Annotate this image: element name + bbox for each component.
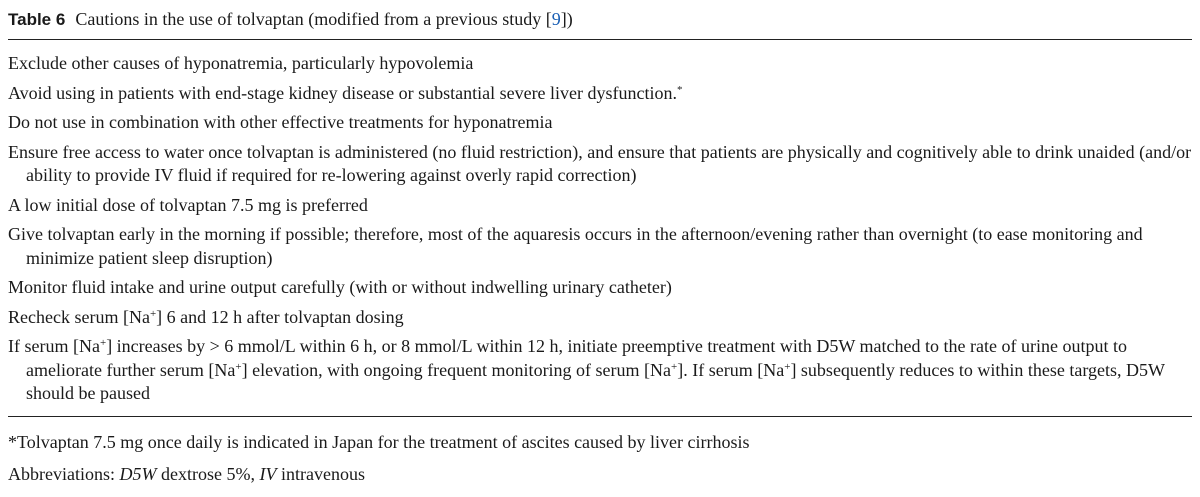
table-row bbox=[8, 82, 1192, 106]
abbreviation-definition: dextrose 5%, bbox=[156, 464, 260, 484]
abbreviation-term: D5W bbox=[119, 464, 157, 484]
table-row bbox=[8, 194, 1192, 218]
row-text: Recheck serum [Na bbox=[8, 306, 150, 327]
abbreviations-label: Abbreviations: bbox=[8, 464, 120, 484]
row-text: A low initial dose of tolvaptan 7.5 mg is preferred bbox=[8, 194, 368, 215]
caption-text-end: ]) bbox=[560, 9, 573, 29]
table-row bbox=[8, 276, 1192, 300]
row-text: ] subsequently reduces to within these targets, D5W should be paused bbox=[26, 359, 1165, 403]
table-row bbox=[8, 52, 1192, 76]
table-body bbox=[8, 40, 1192, 416]
footnote-mark: * bbox=[677, 83, 683, 96]
table-row bbox=[8, 335, 1192, 406]
row-text: Exclude other causes of hyponatremia, particularly hypovolemia bbox=[8, 53, 474, 73]
row-text: ] increases by > 6 mmol/L within 6 h, or 8 mmol/L within 12 h, initiate preemptive treatment with D5W matched to the rate of urine output to ameliorate further serum [Na bbox=[26, 336, 1127, 380]
footnote-mark: * bbox=[8, 431, 17, 452]
table-caption bbox=[8, 8, 1192, 34]
table-row bbox=[8, 141, 1192, 188]
superscript: + bbox=[671, 360, 678, 373]
superscript: + bbox=[149, 307, 157, 320]
row-text: Give tolvaptan early in the morning if possible; therefore, most of the aquaresis occurs in the afternoon/evening rather than overnight (to ease monitoring and minimize patient sleep disruption) bbox=[8, 224, 1143, 268]
caption-text: Cautions in the use of tolvaptan (modified from a previous study [ bbox=[75, 9, 552, 29]
superscript: + bbox=[235, 360, 242, 373]
table-row bbox=[8, 111, 1192, 135]
superscript: + bbox=[99, 337, 107, 349]
abbreviations bbox=[8, 463, 1192, 487]
footnote bbox=[8, 431, 1192, 455]
row-text: Avoid using in patients with end-stage kidney disease or substantial severe liver dysfunction. bbox=[8, 82, 678, 103]
row-text: Do not use in combination with other effective treatments for hyponatremia bbox=[8, 112, 553, 132]
row-text: Ensure free access to water once tolvaptan is administered (no fluid restriction), and ensure that patients are physically and cognitively able to drink unaided (and/or ability to provide IV fluid if required for re-lowering against overly rapid correction) bbox=[8, 141, 1192, 185]
table-row bbox=[8, 306, 1192, 330]
abbreviation-term: IV bbox=[259, 464, 277, 484]
table-row bbox=[8, 223, 1192, 270]
row-text: ] 6 and 12 h after tolvaptan dosing bbox=[156, 306, 404, 327]
row-text: ] elevation, with ongoing frequent monitoring of serum [Na bbox=[241, 359, 672, 380]
table bbox=[8, 8, 1192, 496]
row-text: Monitor fluid intake and urine output carefully (with or without indwelling urinary catheter) bbox=[8, 277, 672, 297]
reference-link[interactable]: 9 bbox=[551, 9, 561, 29]
table-label: Table 6 bbox=[8, 10, 66, 29]
superscript: + bbox=[784, 360, 791, 373]
table-footer bbox=[8, 417, 1192, 487]
footnote-text: Tolvaptan 7.5 mg once daily is indicated in Japan for the treatment of ascites caused by liver cirrhosis bbox=[17, 431, 750, 452]
abbreviation-definition: intravenous bbox=[276, 464, 365, 484]
row-text: ]. If serum [Na bbox=[677, 359, 785, 380]
row-text: If serum [Na bbox=[8, 336, 100, 356]
